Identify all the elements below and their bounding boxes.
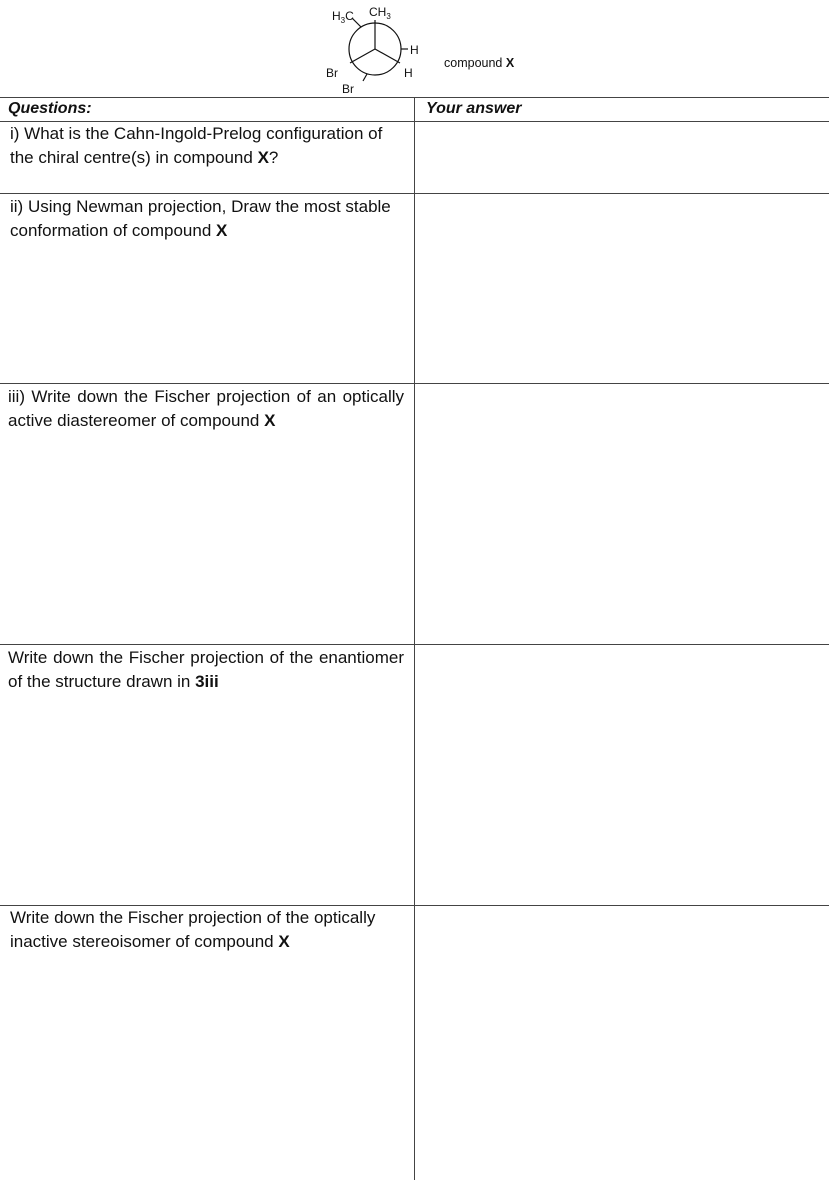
back-bond-br bbox=[363, 74, 367, 81]
front-bond-h bbox=[375, 49, 400, 63]
front-bond-br bbox=[350, 49, 375, 63]
label-h-back: H bbox=[410, 43, 419, 57]
answer-header: Your answer bbox=[426, 100, 522, 117]
answer-cell-5[interactable] bbox=[415, 906, 829, 1180]
answer-cell-4[interactable] bbox=[415, 645, 829, 905]
question-3: iii) Write down the Fischer projection of an optically active diastereomer of compound X bbox=[8, 387, 404, 430]
newman-projection bbox=[300, 0, 440, 98]
worksheet-table bbox=[0, 97, 829, 1180]
compound-caption bbox=[444, 56, 514, 70]
answer-cell-1[interactable] bbox=[415, 122, 829, 193]
newman-projection-drawing bbox=[300, 0, 440, 98]
answer-cell-2[interactable] bbox=[415, 194, 829, 383]
question-5: Write down the Fischer projection of the optically inactive stereoisomer of compound X bbox=[10, 908, 376, 951]
question-1: i) What is the Cahn-Ingold-Prelog configuration of the chiral centre(s) in compound X? bbox=[10, 124, 383, 167]
question-2: ii) Using Newman projection, Draw the most stable conformation of compound X bbox=[10, 197, 391, 240]
compound-caption-letter: X bbox=[505, 56, 515, 70]
questions-header: Questions: bbox=[8, 100, 92, 117]
label-ch3-back: $H_3C$ bbox=[332, 9, 354, 25]
compound-caption-text: compound bbox=[444, 56, 506, 70]
label-ch3-front: $CH_3$ bbox=[369, 5, 391, 21]
label-br-back: Br bbox=[342, 82, 354, 96]
label-br-front: Br bbox=[326, 66, 338, 80]
answer-cell-3[interactable] bbox=[415, 384, 829, 644]
label-h-front: H bbox=[404, 66, 413, 80]
question-4: Write down the Fischer projection of the enantiomer of the structure drawn in 3iii bbox=[8, 648, 404, 691]
